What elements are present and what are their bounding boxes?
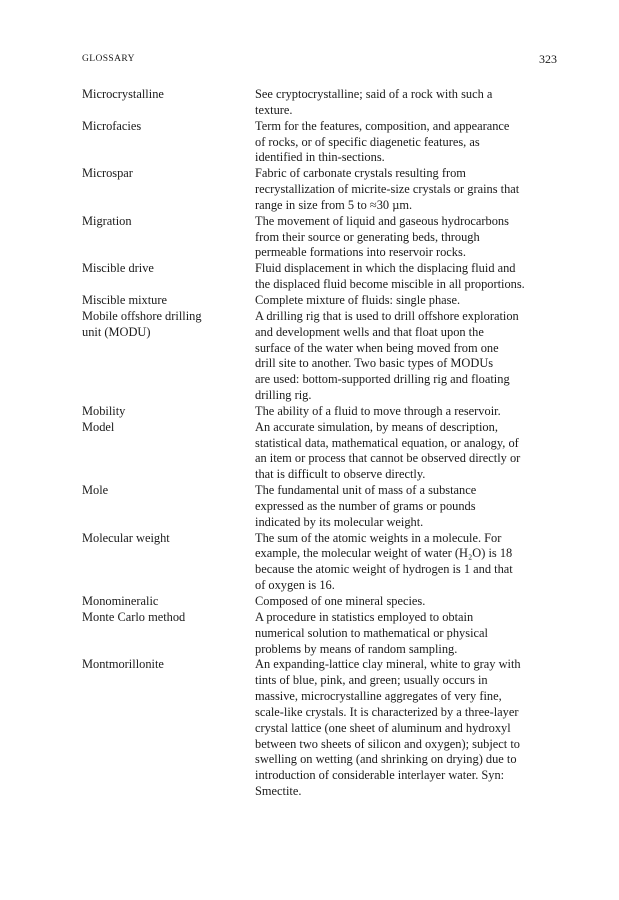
glossary-definition	[255, 261, 560, 293]
definition-line: of oxygen is 16.	[255, 578, 335, 593]
glossary-definition	[255, 293, 560, 309]
definition-line: Composed of one mineral species.	[255, 594, 426, 608]
glossary-definition	[255, 657, 560, 800]
term-line: Montmorillonite	[82, 657, 164, 672]
definition-line: crystal lattice (one sheet of aluminum and hydroxyl	[255, 720, 511, 735]
definition-line: introduction of considerable interlayer water. Syn:	[255, 768, 505, 783]
definition-line: An expanding-lattice clay mineral, white to gray with	[255, 657, 521, 672]
glossary-list	[82, 87, 560, 800]
definition-line: statistical data, mathematical equation, or analogy, of	[255, 435, 519, 450]
term-line: Miscible drive	[82, 261, 154, 276]
definition-line: Term for the features, composition, and appearance	[255, 118, 510, 133]
glossary-entry	[82, 531, 560, 594]
term-line: Mobility	[82, 403, 126, 418]
glossary-definition	[255, 610, 560, 658]
glossary-entry	[82, 404, 560, 420]
definition-line: numerical solution to mathematical or physical	[255, 625, 488, 640]
term-line: Monomineralic	[82, 594, 159, 608]
page-header	[82, 54, 557, 72]
definition-line: from their source or generating beds, through	[255, 229, 480, 244]
definition-line: and development wells and that float upon the	[255, 324, 484, 339]
definition-line: permeable formations into reservoir rocks.	[255, 245, 466, 260]
definition-line: The ability of a fluid to move through a reservoir.	[255, 403, 501, 418]
glossary-entry	[82, 261, 560, 293]
definition-line: The sum of the atomic weights in a molecule. For	[255, 530, 502, 545]
definition-line: See cryptocrystalline; said of a rock with such a	[255, 87, 493, 101]
definition-line: scale-like crystals. It is characterized by a three-layer	[255, 704, 519, 719]
definition-line: problems by means of random sampling.	[255, 641, 458, 656]
term-line: Microspar	[82, 166, 133, 181]
definition-line: An accurate simulation, by means of description,	[255, 419, 498, 434]
glossary-entry	[82, 214, 560, 262]
glossary-term	[82, 87, 255, 119]
glossary-term	[82, 214, 255, 262]
glossary-term	[82, 657, 255, 800]
definition-line: recrystallization of micrite-size crystals or grains that	[255, 182, 520, 197]
definition-line: The movement of liquid and gaseous hydrocarbons	[255, 213, 509, 228]
page-number: 323	[539, 52, 557, 66]
definition-line: because the atomic weight of hydrogen is 1 and that	[255, 562, 513, 577]
definition-line: Smectite.	[255, 784, 302, 799]
term-line: Miscible mixture	[82, 292, 167, 307]
glossary-entry	[82, 483, 560, 531]
glossary-term	[82, 420, 255, 483]
glossary-definition	[255, 87, 560, 119]
glossary-term	[82, 610, 255, 658]
definition-line: expressed as the number of grams or pounds	[255, 498, 476, 513]
glossary-term	[82, 119, 255, 167]
definition-line: identified in thin-sections.	[255, 150, 385, 165]
glossary-entry	[82, 166, 560, 214]
glossary-definition	[255, 420, 560, 483]
term-line: Mobile offshore drilling	[82, 308, 202, 323]
glossary-entry	[82, 87, 560, 119]
glossary-term	[82, 309, 255, 404]
term-line: Model	[82, 419, 115, 434]
definition-line: drilling rig.	[255, 388, 312, 403]
glossary-definition	[255, 119, 560, 167]
definition-line: that is difficult to observe directly.	[255, 467, 426, 482]
glossary-term	[82, 483, 255, 531]
glossary-entry	[82, 293, 560, 309]
running-head: GLOSSARY	[82, 54, 135, 64]
definition-line: example, the molecular weight of water (H₂O) is 18	[255, 546, 513, 561]
definition-line: surface of the water when being moved from one	[255, 340, 499, 355]
glossary-term	[82, 531, 255, 594]
glossary-term	[82, 594, 255, 610]
definition-line: Complete mixture of fluids: single phase.	[255, 292, 461, 307]
term-line: Monte Carlo method	[82, 609, 186, 624]
definition-line: Fabric of carbonate crystals resulting from	[255, 166, 466, 181]
glossary-entry	[82, 119, 560, 167]
glossary-entry	[82, 657, 560, 800]
definition-line: massive, microcrystalline aggregates of very fine,	[255, 689, 502, 704]
definition-line: an item or process that cannot be observed directly or	[255, 451, 521, 466]
term-line: Molecular weight	[82, 530, 170, 545]
glossary-definition	[255, 214, 560, 262]
definition-line: texture.	[255, 102, 293, 117]
definition-line: tints of blue, pink, and green; usually occurs in	[255, 673, 488, 688]
definition-line: of rocks, or of specific diagenetic features, as	[255, 134, 480, 149]
definition-line: indicated by its molecular weight.	[255, 514, 424, 529]
glossary-definition	[255, 531, 560, 594]
glossary-definition	[255, 309, 560, 404]
definition-line: are used: bottom-supported drilling rig and floating	[255, 372, 510, 387]
definition-line: Fluid displacement in which the displacing fluid and	[255, 261, 516, 276]
definition-line: drill site to another. Two basic types of MODUs	[255, 356, 494, 371]
definition-line: range in size from 5 to ≈30 µm.	[255, 197, 413, 212]
glossary-term	[82, 404, 255, 420]
glossary-entry	[82, 594, 560, 610]
term-line: unit (MODU)	[82, 324, 151, 339]
glossary-definition	[255, 483, 560, 531]
term-line: Migration	[82, 213, 132, 228]
glossary-definition	[255, 404, 560, 420]
definition-line: A drilling rig that is used to drill offshore exploration	[255, 308, 519, 323]
term-line: Microcrystalline	[82, 87, 164, 101]
glossary-term	[82, 293, 255, 309]
term-line: Microfacies	[82, 118, 142, 133]
glossary-definition	[255, 594, 560, 610]
glossary-definition	[255, 166, 560, 214]
glossary-term	[82, 261, 255, 293]
glossary-term	[82, 166, 255, 214]
definition-line: The fundamental unit of mass of a substance	[255, 483, 477, 498]
definition-line: the displaced fluid become miscible in all proportions.	[255, 277, 525, 292]
glossary-entry	[82, 309, 560, 404]
definition-line: between two sheets of silicon and oxygen); subject to	[255, 736, 520, 751]
definition-line: A procedure in statistics employed to obtain	[255, 609, 474, 624]
definition-line: swelling on wetting (and shrinking on drying) due to	[255, 752, 517, 767]
term-line: Mole	[82, 483, 109, 498]
glossary-entry	[82, 610, 560, 658]
glossary-entry	[82, 420, 560, 483]
